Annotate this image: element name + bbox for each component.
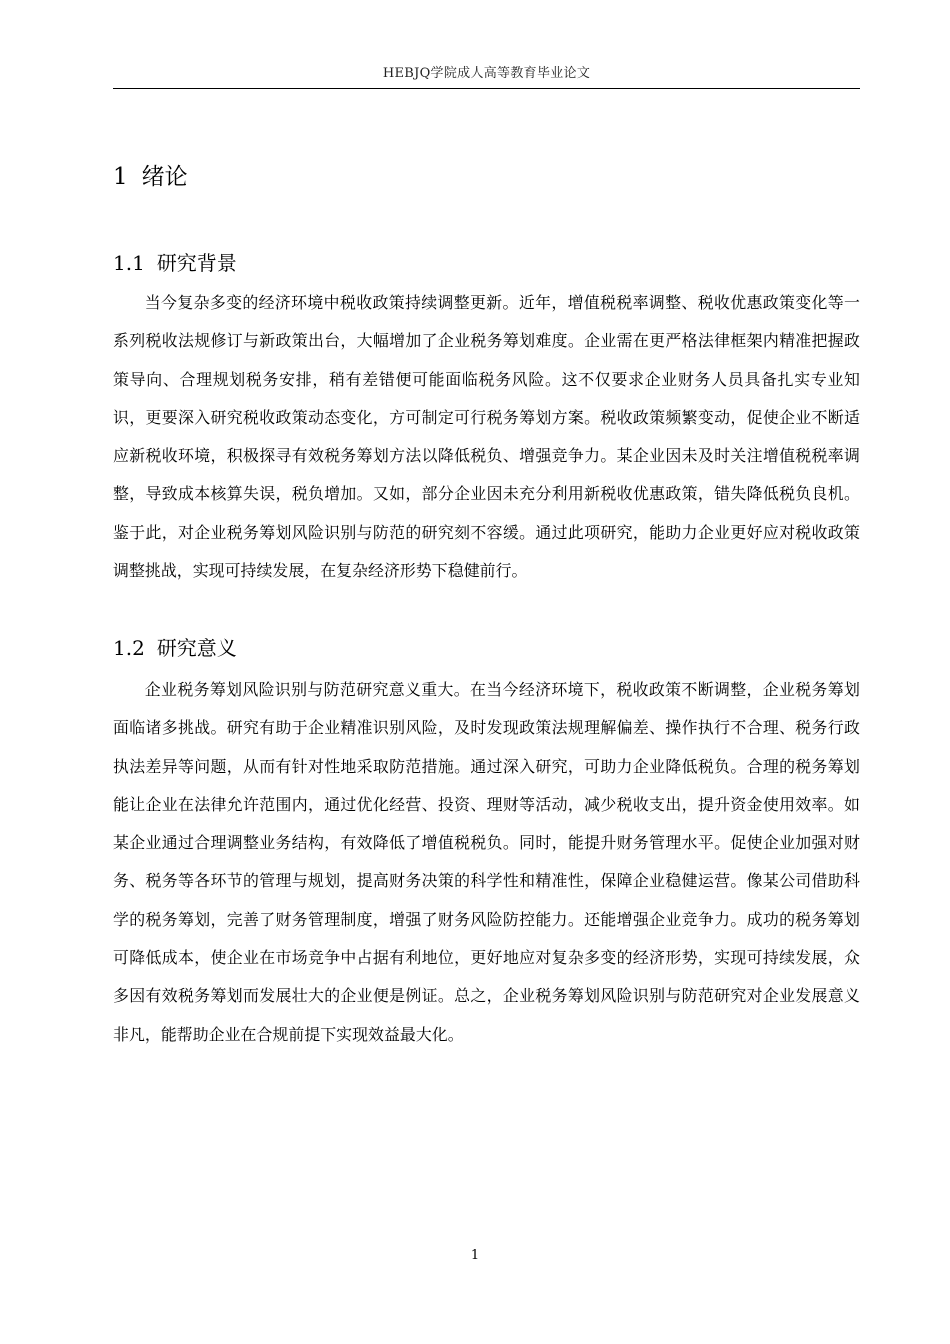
chapter-title-text: 绪论 xyxy=(141,164,188,190)
chapter-number: 1 xyxy=(113,164,128,190)
background-paragraph: 当今复杂多变的经济环境中税收政策持续调整更新。近年，增值税税率调整、税收优惠政策变化等一系列税收法规修订与新政策出台，大幅增加了企业税务筹划难度。企业需在更严格法律框架内精准把握政策导向、合理规划税务安排，稍有差错便可能面临税务风险。这不仅要求企业财务人员具备扎实专业知识，更要深入研究税收政策动态变化，方可制定可行税务筹划方案。税收政策频繁变动，促使企业不断适应新税收环境，积极探寻有效税务筹划方法以降低税负、增强竞争力。某企业因未及时关注增值税税率调整，导致成本核算失误，税负增加。又如，部分企业因未充分利用新税收优惠政策，错失降低税负良机。鉴于此，对企业税务筹划风险识别与防范的研究刻不容缓。通过此项研究，能助力企业更好应对税收政策调整挑战，实现可持续发展，在复杂经济形势下稳健前行。 xyxy=(113,293,860,581)
section-number: 1.2 xyxy=(113,636,145,660)
significance-paragraph: 企业税务筹划风险识别与防范研究意义重大。在当今经济环境下，税收政策不断调整，企业税务筹划面临诸多挑战。研究有助于企业精准识别风险，及时发现政策法规理解偏差、操作执行不合理、税务行政执法差异等问题，从而有针对性地采取防范措施。通过深入研究，可助力企业降低税负。合理的税务筹划能让企业在法律允许范围内，通过优化经营、投资、理财等活动，减少税收支出，提升资金使用效率。如某企业通过合理调整业务结构，有效降低了增值税税负。同时，能提升财务管理水平。促使企业加强对财务、税务等各环节的管理与规划，提高财务决策的科学性和精准性，保障企业稳健运营。像某公司借助科学的税务筹划，完善了财务管理制度，增强了财务风险防控能力。还能增强企业竞争力。成功的税务筹划可降低成本，使企业在市场竞争中占据有利地位，更好地应对复杂多变的经济形势，实现可持续发展，众多因有效税务筹划而发展壮大的企业便是例证。总之，企业税务筹划风险识别与防范研究对企业发展意义非凡，能帮助企业在合规前提下实现效益最大化。 xyxy=(113,680,860,1044)
header-divider xyxy=(113,88,860,89)
section-number: 1.1 xyxy=(113,251,145,275)
section-title-text: 研究背景 xyxy=(156,251,237,275)
section-title-significance xyxy=(113,633,237,663)
section-title-text: 研究意义 xyxy=(156,636,237,660)
chapter-title xyxy=(113,160,188,194)
page-number: 1 xyxy=(470,1248,480,1263)
section-title-background xyxy=(113,248,237,278)
running-header: HEBJQ学院成人高等教育毕业论文 xyxy=(382,66,591,81)
